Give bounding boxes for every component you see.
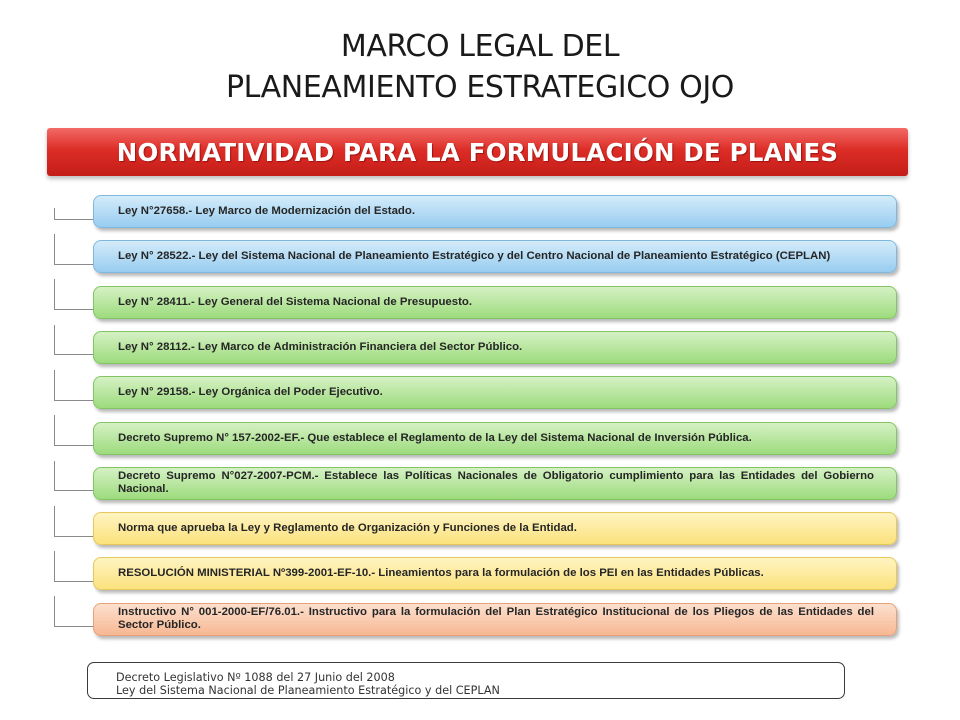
regulation-text: Norma que aprueba la Ley y Reglamento de Organización y Funciones de la Entidad. <box>118 522 577 535</box>
regulation-item <box>93 286 897 319</box>
slide-title-line-2: PLANEAMIENTO ESTRATEGICO OJO <box>225 70 735 105</box>
regulation-text: Decreto Supremo N°027-2007-PCM.- Establece las Políticas Nacionales de Obligatorio cumplimiento para las Entidades del Gobierno Nacional. <box>118 470 874 496</box>
regulation-item <box>93 331 897 364</box>
regulation-item <box>93 240 897 273</box>
figure-banner <box>47 128 908 176</box>
regulation-text: Decreto Supremo N° 157-2002-EF.- Que establece el Reglamento de la Ley del Sistema Nacional de Inversión Pública. <box>118 431 752 444</box>
regulation-text: Ley N° 29158.- Ley Orgánica del Poder Ejecutivo. <box>118 386 383 399</box>
regulation-item <box>93 512 897 545</box>
slide-title-line-1: MARCO LEGAL DEL <box>340 29 620 64</box>
regulation-item <box>93 195 897 228</box>
regulation-item <box>93 603 897 636</box>
regulation-item <box>93 467 897 500</box>
regulation-text: Ley N° 28112.- Ley Marco de Administración Financiera del Sector Público. <box>118 340 523 353</box>
footer-note-box <box>87 662 845 699</box>
regulation-item <box>93 422 897 455</box>
footer-line-1: Decreto Legislativo Nº 1088 del 27 Junio del 2008 <box>116 671 395 684</box>
regulation-text: Ley N°27658.- Ley Marco de Modernización del Estado. <box>118 205 416 217</box>
regulation-text: RESOLUCIÓN MINISTERIAL Nº399-2001-EF-10.- Lineamientos para la formulación de los PEI en las Entidades Públicas. <box>118 567 764 580</box>
regulation-item <box>93 376 897 409</box>
regulation-text: Ley N° 28411.- Ley General del Sistema Nacional de Presupuesto. <box>118 295 473 308</box>
footer-line-2: Ley del Sistema Nacional de Planeamiento Estratégico y del CEPLAN <box>116 684 500 697</box>
figure-banner-title: NORMATIVIDAD PARA LA FORMULACIÓN DE PLANES <box>116 138 839 167</box>
slide-title <box>0 26 960 108</box>
regulation-text: Instructivo N° 001-2000-EF/76.01.- Instructivo para la formulación del Plan Estratégico Institucional de los Pliegos de las Entidades del Sector Público. <box>118 606 874 632</box>
regulation-item <box>93 557 897 590</box>
regulation-text: Ley N° 28522.- Ley del Sistema Nacional de Planeamiento Estratégico y del Centro Nacional de Planeamiento Estratégico (CEPLAN) <box>118 250 831 263</box>
legal-framework-figure <box>47 128 908 652</box>
